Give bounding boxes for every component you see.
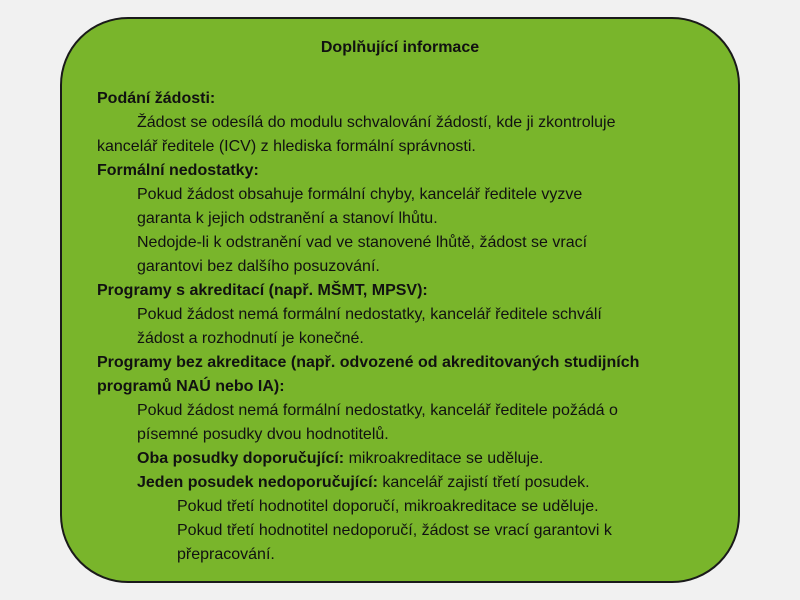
section-heading-formalni: Formální nedostatky: (97, 162, 259, 179)
treti-doporuci-line: Pokud třetí hodnotitel doporučí, mikroakreditace se uděluje. (177, 498, 599, 515)
podani-text-line1: Žádost se odesílá do modulu schvalování žádostí, kde ji zkontroluje (137, 114, 616, 131)
oba-posudky-label: Oba posudky doporučující: (137, 450, 345, 467)
jeden-posudek-text: kancelář zajistí třetí posudek. (377, 474, 590, 491)
section-heading-bez-akreditace-line1: Programy bez akreditace (např. odvozené od akreditovaných studijních (97, 354, 640, 371)
formalni-p1-line1: Pokud žádost obsahuje formální chyby, kancelář ředitele vyzve (137, 186, 583, 203)
oba-posudky-text: mikroakreditace se uděluje. (344, 450, 544, 467)
bez-akreditace-line2: písemné posudky dvou hodnotitelů. (137, 426, 389, 443)
card-content (97, 87, 697, 567)
jeden-posudek-label: Jeden posudek nedoporučující: (137, 474, 378, 491)
formalni-p1-line2: garanta k jejich odstranění a stanoví lhůtu. (137, 210, 438, 227)
podani-text-line2: kancelář ředitele (ICV) z hlediska formální správnosti. (97, 138, 476, 155)
bez-akreditace-line1: Pokud žádost nemá formální nedostatky, kancelář ředitele požádá o (137, 402, 618, 419)
card-title: Doplňující informace (320, 39, 480, 56)
section-heading-bez-akreditace-line2: programů NAÚ nebo IA): (97, 378, 285, 395)
s-akreditaci-line1: Pokud žádost nemá formální nedostatky, kancelář ředitele schválí (137, 306, 602, 323)
formalni-p2-line2: garantovi bez dalšího posuzování. (137, 258, 380, 275)
section-heading-podani: Podání žádosti: (97, 90, 216, 107)
info-card (60, 17, 740, 583)
treti-nedoporuci-line2: přepracování. (177, 546, 275, 563)
treti-nedoporuci-line1: Pokud třetí hodnotitel nedoporučí, žádost se vrací garantovi k (177, 522, 612, 539)
section-heading-s-akreditaci: Programy s akreditací (např. MŠMT, MPSV): (97, 282, 428, 299)
s-akreditaci-line2: žádost a rozhodnutí je konečné. (137, 330, 364, 347)
oba-posudky-row (97, 447, 697, 471)
jeden-posudek-row (97, 471, 697, 495)
formalni-p2-line1: Nedojde-li k odstranění vad ve stanovené lhůtě, žádost se vrací (137, 234, 588, 251)
